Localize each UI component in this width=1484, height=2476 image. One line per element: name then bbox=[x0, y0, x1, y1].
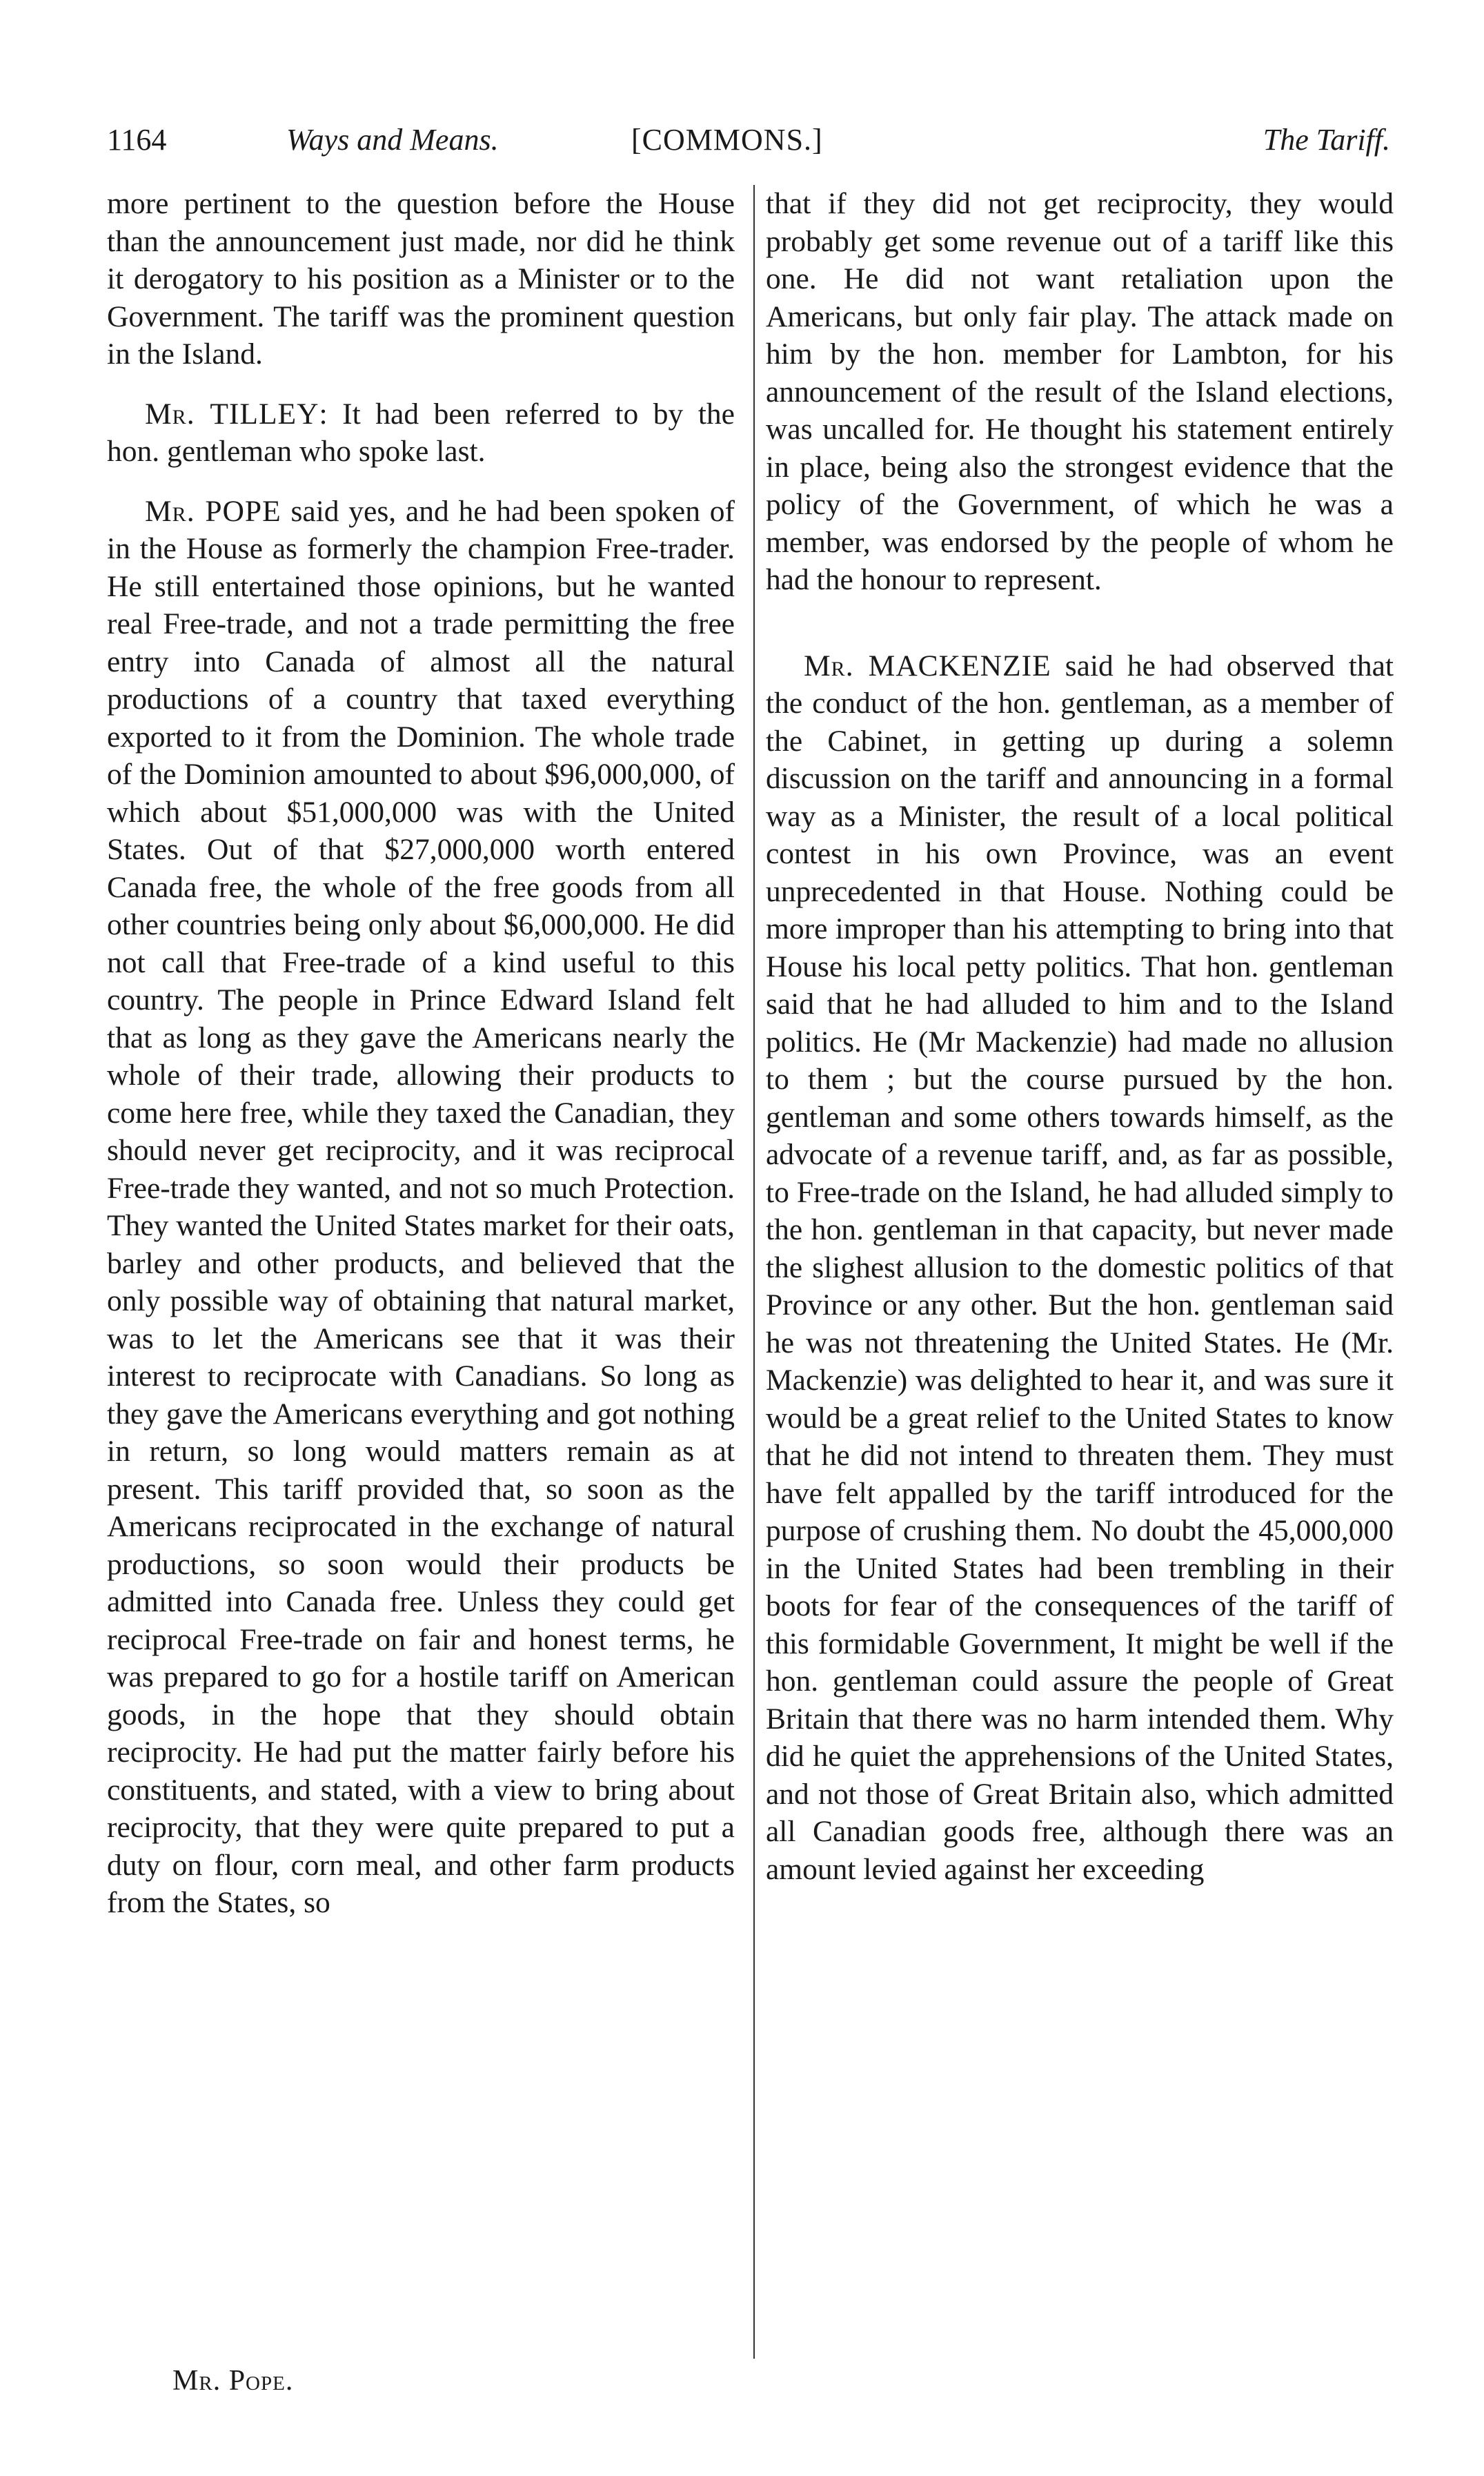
speech-text: said he had observed that the conduct of the hon. gentleman, as a member of the Cabinet, in getting up during a solemn discussion on the tariff and announcing in a formal way as a Minister, the result of a local political contest in his own Province, was an event unprecedented in that House. Nothing could be more improper than his attempting to bring into that House his local petty politics. That hon. gentleman said that he had alluded to him and to the Island politics. He (Mr Mackenzie) had made no allusion to them ; but the course pursued by the hon. gentleman and some others towards himself, as the advocate of a revenue tariff, and, as far as possible, to Free-trade on the Island, he had alluded simply to the hon. gentleman in that capacity, but never made the slighest allusion to the domestic politics of that Province or any other. But the hon. gentleman said he was not threatening the United States. He (Mr. Mackenzie) was delighted to hear it, and was sure it would be a great relief to the United States to know that he did not intend to threaten them. They must have felt appalled by the tariff introduced for the purpose of crushing them. No doubt the 45,000,000 in the United States had been trembling in their boots for fear of the consequences of the tariff of this formidable Government, It might be well if the hon. gentleman could assure the people of Great Britain that there was no harm intended them. Why did he quiet the apprehensions of the United States, and not those of Great Britain also, which admitted all Canadian goods free, although there was an amount levied against her exceeding bbox=[766, 649, 1394, 1886]
paragraph: more pertinent to the question before the House than the announcement just made, nor did he think it derogatory to his position as a Minister or to the Government. The tariff was the prominent question in the Island. bbox=[107, 187, 735, 371]
paragraph bbox=[766, 647, 1394, 1889]
speaker-name: Mr. MACKENZIE bbox=[804, 649, 1051, 682]
column-divider bbox=[753, 185, 755, 2359]
speaker-name: Mr. POPE bbox=[145, 494, 281, 528]
house-label: [COMMONS.] bbox=[631, 123, 823, 157]
right-column bbox=[766, 185, 1394, 1888]
paragraph: that if they did not get reciprocity, they would probably get some revenue out of a tariff like this one. He did not want retaliation upon the Americans, but only fair play. The attack made on him by the hon. member for Lambton, for his announcement of the result of the Island elections, was uncalled for. He thought his statement entirely in place, being also the strongest evidence that the policy of the Government, of which he was a member, was endorsed by the people of whom he had the honour to represent. bbox=[766, 187, 1394, 596]
paragraph bbox=[107, 395, 735, 471]
speech-text: said yes, and he had been spoken of in the House as formerly the champion Free-trader. He still entertained those opinions, but he wanted real Free-trade, and not a trade permitting the free entry into Canada of almost all the natural productions of a country that taxed everything exported to it from the Dominion. The whole trade of the Dominion amounted to about $96,000,000, of which about $51,000,000 was with the United States. Out of that $27,000,000 worth entered Canada free, the whole of the free goods from all other countries being only about $6,000,000. He did not call that Free-trade of a kind useful to this country. The people in Prince Edward Island felt that as long as they gave the Americans nearly the whole of their trade, allowing their products to come here free, while they taxed the Canadian, they should never get reciprocity, and it was reciprocal Free-trade they wanted, and not so much Protection. They wanted the United States market for their oats, barley and other products, and believed that the only possible way of obtaining that natural market, was to let the Americans see that it was their interest to reciprocate with Canadians. So long as they gave the Americans everything and got nothing in return, so long would matters remain as at present. This tariff provided that, so soon as the Americans reciprocated in the exchange of natural productions, so soon would their products be admitted into Canada free. Unless they could get reciprocal Free-trade on fair and honest terms, he was prepared to go for a hostile tariff on American goods, in the hope that they should obtain reciprocity. He had put the matter fairly before his constituents, and stated, with a view to bring about reciprocity, that they were quite prepared to put a duty on flour, corn meal, and other farm products from the States, so bbox=[107, 494, 735, 1919]
speaker-name: Mr. TILLEY bbox=[145, 397, 319, 431]
paragraph bbox=[107, 493, 735, 1922]
speech-text: : It had been referred to by the hon. gentleman who spoke last. bbox=[107, 397, 735, 468]
running-header bbox=[107, 116, 1390, 164]
section-title: Ways and Means. bbox=[286, 123, 499, 157]
left-column bbox=[107, 185, 735, 1922]
catchword: Mr. Pope. bbox=[172, 2365, 294, 2397]
page-number: 1164 bbox=[107, 123, 167, 157]
topic-title: The Tariff. bbox=[1263, 123, 1390, 157]
